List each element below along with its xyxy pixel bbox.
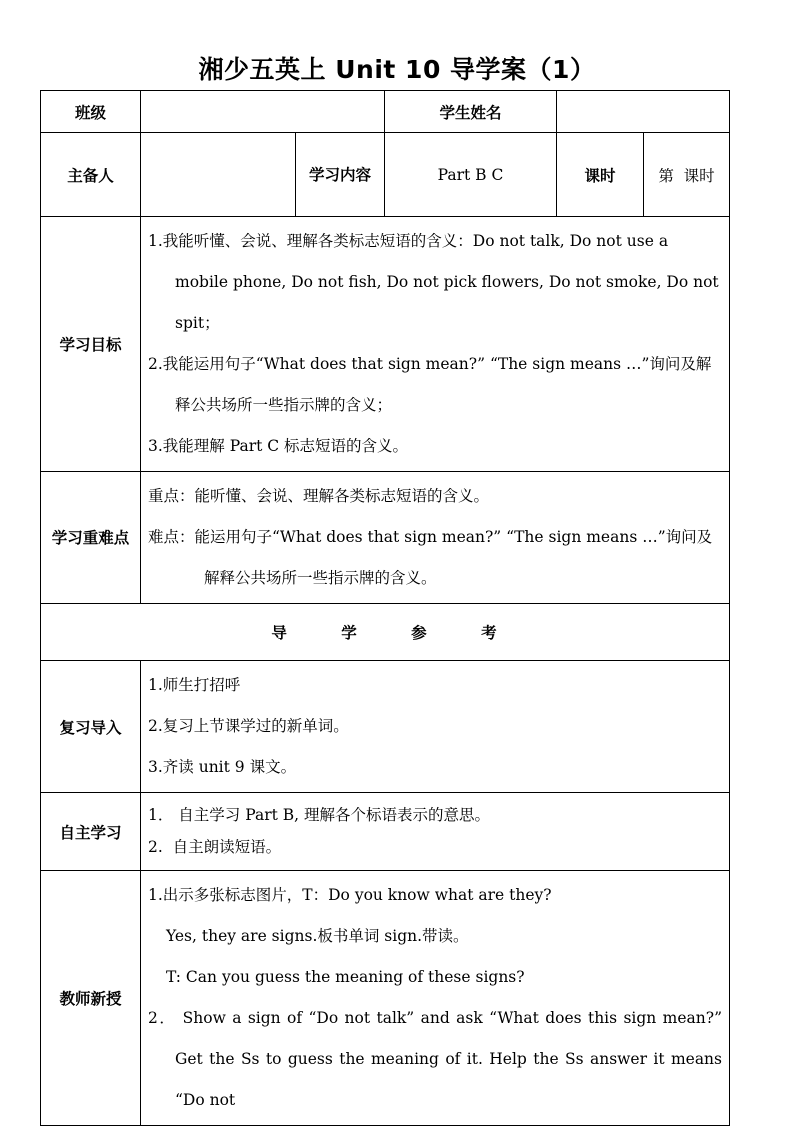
student-name-label: 学生姓名: [385, 91, 557, 133]
self-study-row: [41, 793, 730, 871]
objectives-content: [141, 217, 730, 472]
period-value: 第 课时: [644, 133, 730, 217]
key-points-row: [41, 472, 730, 604]
key-points-content: [141, 472, 730, 604]
review-row: [41, 661, 730, 793]
review-item: 2.复习上节课学过的新单词。: [148, 717, 349, 735]
preparer-row: [41, 133, 730, 217]
review-content: [141, 661, 730, 793]
teaching-item: 1.出示多张标志图片，T：Do you know what are they?: [148, 886, 552, 904]
self-study-item: 2. 自主朗读短语。: [148, 838, 282, 856]
class-row: [41, 91, 730, 133]
objective-item: 3.我能理解 Part C 标志短语的含义。: [148, 437, 409, 455]
teaching-label: 教师新授: [41, 871, 141, 1126]
page-title: 湘少五英上 Unit 10 导学案（1）: [198, 55, 596, 84]
lesson-plan-table: [40, 90, 730, 1126]
review-label: 复习导入: [41, 661, 141, 793]
class-label: 班级: [41, 91, 141, 133]
self-study-content: [141, 793, 730, 871]
student-name-field[interactable]: [557, 91, 730, 133]
objectives-row: [41, 217, 730, 472]
self-study-label: 自主学习: [41, 793, 141, 871]
objective-item: 1.我能听懂、会说、理解各类标志短语的含义：Do not talk, Do not use a mobile phone, Do not fish, Do not pick flowers, Do not smoke, Do not spit；: [148, 232, 719, 332]
content-label: 学习内容: [296, 133, 385, 217]
teaching-item: 2． Show a sign of “Do not talk” and ask “What does this sign mean?” Get the Ss to guess the meaning of it. Help the Ss answer it means “Do not: [148, 1009, 722, 1109]
review-item: 1.师生打招呼: [148, 676, 241, 694]
period-label: 课时: [557, 133, 644, 217]
teaching-item: T: Can you guess the meaning of these signs?: [166, 968, 525, 986]
preparer-field[interactable]: [141, 133, 296, 217]
objective-item: 2.我能运用句子“What does that sign mean?” “The sign means …”询问及解释公共场所一些指示牌的含义；: [148, 355, 712, 414]
guide-heading-row: [41, 604, 730, 661]
preparer-label: 主备人: [41, 133, 141, 217]
review-item: 3.齐读 unit 9 课文。: [148, 758, 297, 776]
objectives-label: 学习目标: [41, 217, 141, 472]
key-point-item: 重点：能听懂、会说、理解各类标志短语的含义。: [148, 487, 490, 505]
teaching-item: Yes, they are signs.板书单词 sign.带读。: [166, 927, 469, 945]
guide-heading: 导 学 参 考: [41, 604, 730, 661]
content-value: Part B C: [385, 133, 557, 217]
teaching-row: [41, 871, 730, 1126]
teaching-content: [141, 871, 730, 1126]
self-study-item: 1． 自主学习 Part B, 理解各个标语表示的意思。: [148, 806, 491, 824]
key-points-label: 学习重难点: [41, 472, 141, 604]
class-field[interactable]: [141, 91, 385, 133]
difficult-point-item: 难点：能运用句子“What does that sign mean?” “The sign means …”询问及解释公共场所一些指示牌的含义。: [148, 528, 713, 587]
